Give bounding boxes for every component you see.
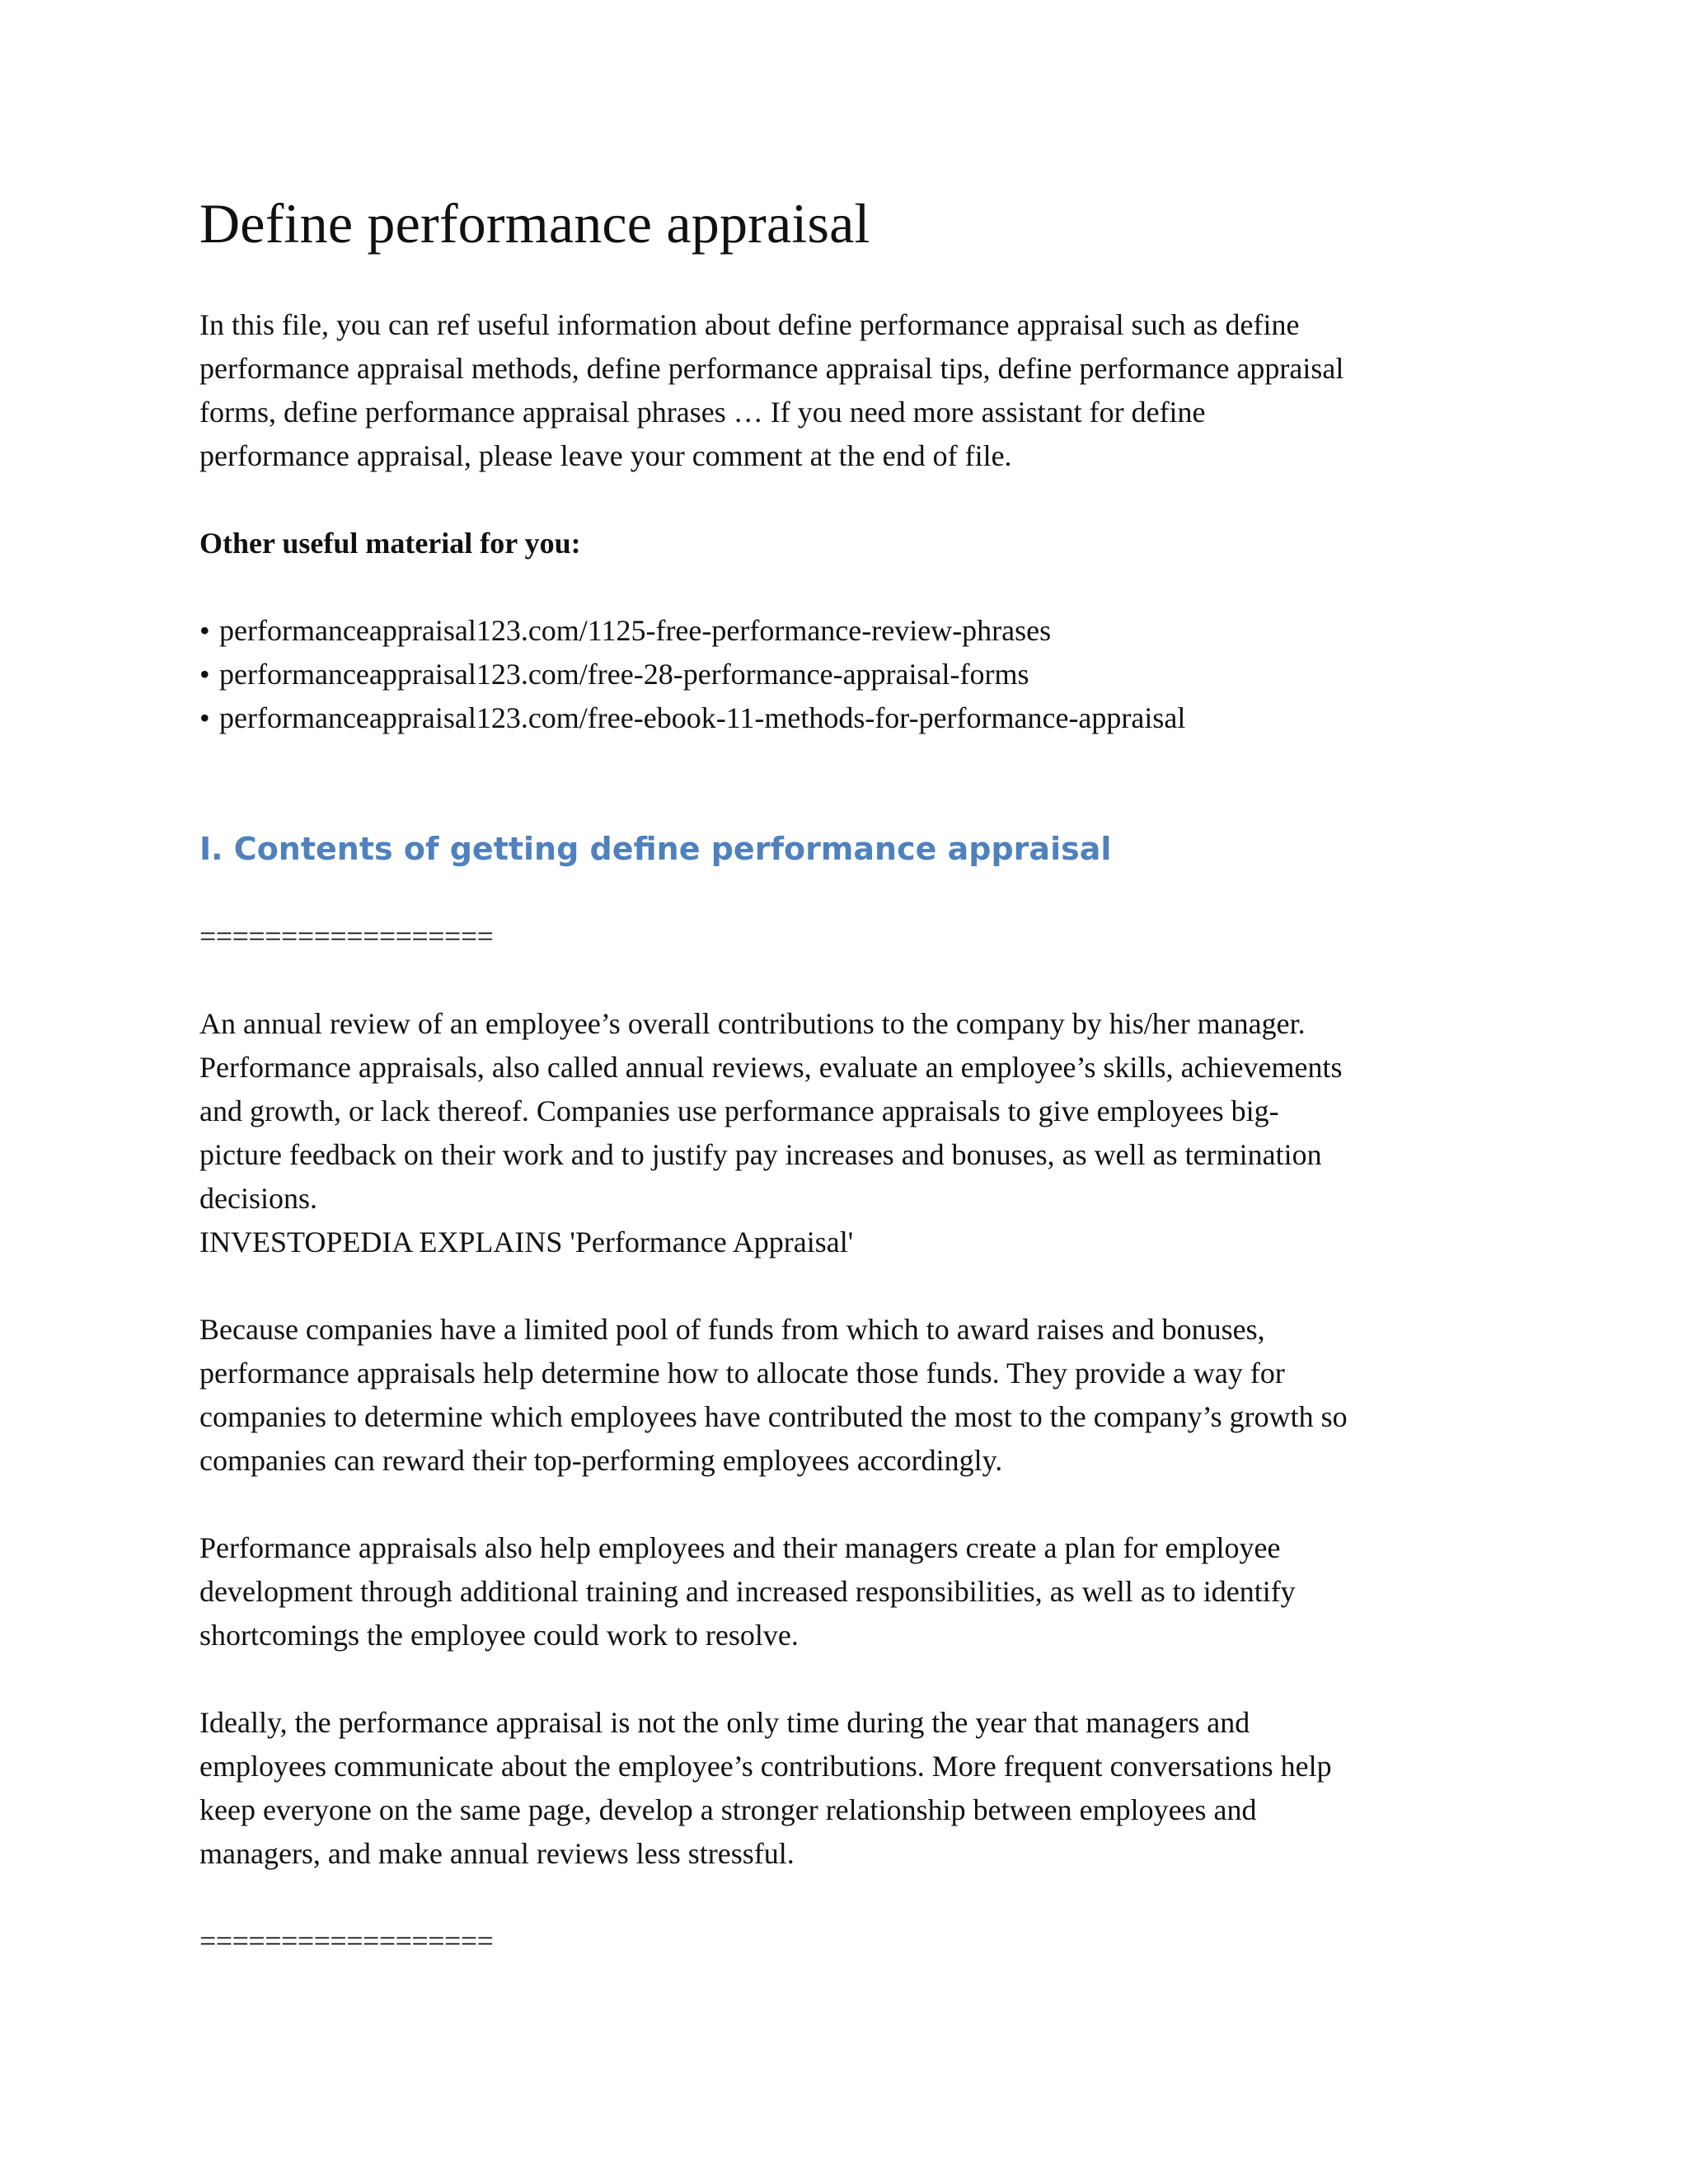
spacer	[199, 958, 1493, 1002]
spacer	[199, 740, 1493, 827]
paragraph-line: Because companies have a limited pool of funds from which to award raises and bonuses,	[199, 1313, 1265, 1347]
resource-link-text[interactable]: performanceappraisal123.com/free-28-performance-appraisal-forms	[219, 658, 1029, 691]
paragraph-line: decisions.	[199, 1182, 317, 1216]
paragraph-line: An annual review of an employee’s overall contributions to the company by his/her manager.	[199, 1007, 1306, 1041]
spacer	[199, 1657, 1493, 1701]
closing-text-divider: ==================	[199, 1924, 494, 1958]
paragraph-line: development through additional training and increased responsibilities, as well as to identify	[199, 1575, 1296, 1609]
paragraph-line: shortcomings the employee could work to resolve.	[199, 1619, 799, 1652]
paragraph-line: INVESTOPEDIA EXPLAINS 'Performance Appraisal'	[199, 1226, 854, 1259]
spacer	[199, 871, 1493, 915]
document-title: Define performance appraisal	[199, 192, 870, 255]
resource-link-item[interactable]	[199, 696, 1493, 740]
paragraph-line: managers, and make annual reviews less stressful.	[199, 1837, 795, 1871]
spacer	[199, 1876, 1493, 1919]
resource-link-text[interactable]: performanceappraisal123.com/free-ebook-11-methods-for-performance-appraisal	[219, 701, 1186, 735]
resource-links-list	[199, 609, 1493, 740]
paragraph-line: performance appraisals help determine how to allocate those funds. They provide a way for	[199, 1357, 1285, 1390]
spacer	[199, 1264, 1493, 1308]
section-heading: I. Contents of getting define performance appraisal	[199, 831, 1112, 868]
resource-link-item[interactable]	[199, 609, 1493, 653]
bullet-icon: •	[199, 658, 210, 691]
bullet-icon: •	[199, 614, 210, 648]
spacer	[199, 1483, 1493, 1526]
paragraph-line: Ideally, the performance appraisal is not the only time during the year that managers and	[199, 1706, 1250, 1740]
paragraph-line: picture feedback on their work and to justify pay increases and bonuses, as well as termination	[199, 1138, 1322, 1172]
intro-line: performance appraisal methods, define performance appraisal tips, define performance appraisal	[199, 352, 1344, 386]
paragraph-line: keep everyone on the same page, develop a stronger relationship between employees and	[199, 1793, 1257, 1827]
paragraph-line: companies can reward their top-performing employees accordingly.	[199, 1444, 1003, 1478]
text-divider: ==================	[199, 920, 494, 954]
document-content	[199, 191, 1493, 1963]
intro-line: In this file, you can ref useful information about define performance appraisal such as define	[199, 308, 1300, 342]
paragraph-line: Performance appraisals, also called annual reviews, evaluate an employee’s skills, achievements	[199, 1051, 1343, 1085]
paragraph-line: Performance appraisals also help employees and their managers create a plan for employee	[199, 1531, 1281, 1565]
spacer	[199, 478, 1493, 522]
resource-link-item[interactable]	[199, 653, 1493, 696]
other-material-heading: Other useful material for you:	[199, 527, 581, 560]
paragraph-line: companies to determine which employees have contributed the most to the company’s growth so	[199, 1400, 1348, 1434]
intro-paragraph	[199, 303, 1493, 478]
bullet-icon: •	[199, 701, 210, 735]
paragraph-line: and growth, or lack thereof. Companies use performance appraisals to give employees big-	[199, 1094, 1279, 1128]
spacer	[199, 565, 1493, 609]
communication-paragraph	[199, 1701, 1493, 1876]
intro-line: forms, define performance appraisal phrases … If you need more assistant for define	[199, 396, 1206, 429]
intro-line: performance appraisal, please leave your comment at the end of file.	[199, 439, 1012, 473]
development-paragraph	[199, 1526, 1493, 1657]
paragraph-line: employees communicate about the employee’s contributions. More frequent conversations help	[199, 1750, 1332, 1783]
funds-paragraph	[199, 1308, 1493, 1483]
resource-link-text[interactable]: performanceappraisal123.com/1125-free-performance-review-phrases	[219, 614, 1052, 648]
definition-paragraph	[199, 1002, 1493, 1264]
